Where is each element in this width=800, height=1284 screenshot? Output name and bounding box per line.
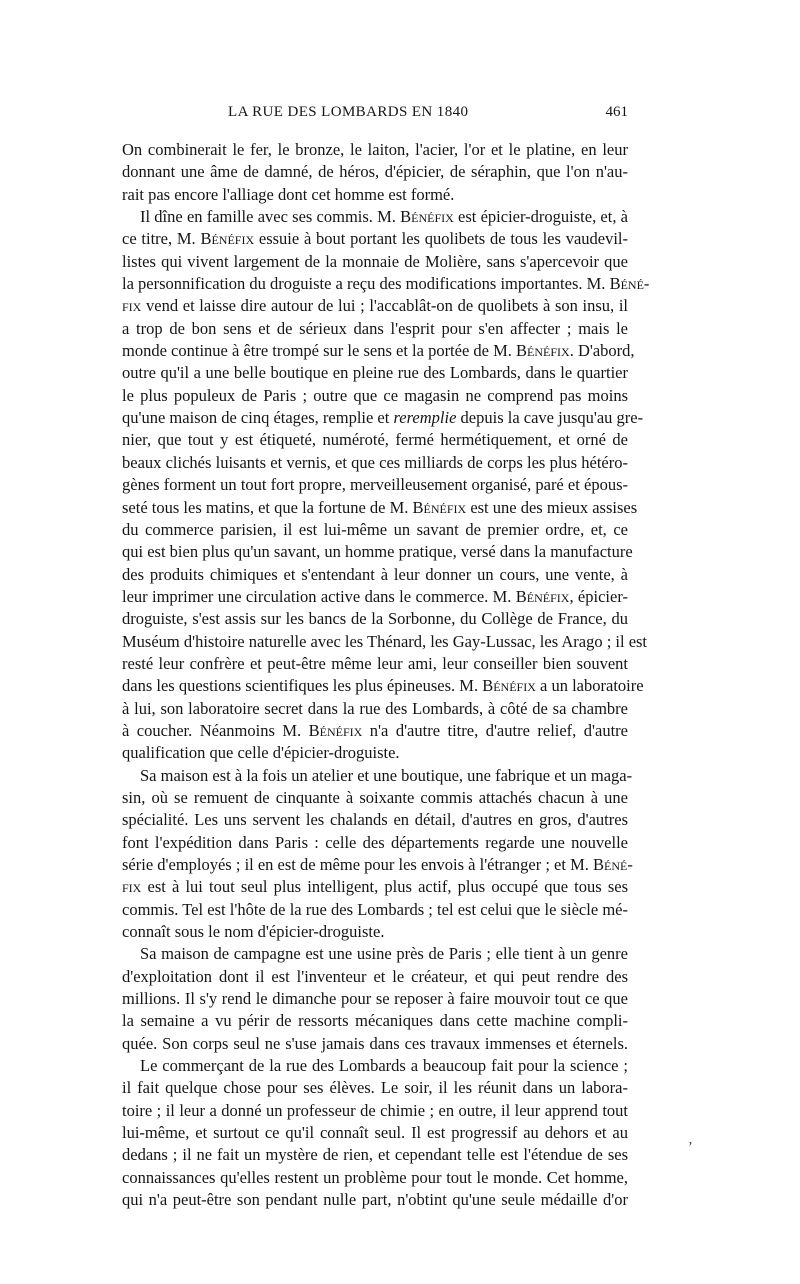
text-line [122, 1189, 628, 1211]
text-segment: rait pas encore l'alliage dont cet homme est formé. [122, 184, 455, 204]
text-segment: la semaine a vu périr de ressorts mécaniques dans cette machine compli- [122, 1011, 628, 1031]
small-caps-name: Bénéfix [400, 207, 454, 227]
text-line [122, 653, 628, 675]
text-segment: vend et laisse dire autour de lui ; l'accablât-on de quolibets à son insu, il [141, 296, 628, 316]
text-segment: connaissances qu'elles restent un problème pour tout le monde. Cet homme, [122, 1167, 628, 1187]
small-caps-name: Bénéfix [515, 586, 570, 606]
page-number: 461 [605, 104, 628, 120]
text-line [122, 497, 638, 519]
text-segment: Sa maison de campagne est une usine près de Paris ; elle tient à un genre [140, 944, 628, 964]
text-line [122, 474, 628, 496]
text-segment: font l'expédition dans Paris : celle des départements regarde une nouvelle [122, 832, 628, 852]
text-line [122, 921, 628, 943]
text-segment: seté tous les matins, et que la fortune de M. [122, 497, 413, 517]
text-segment: millions. Il s'y rend le dimanche pour se reposer à faire mouvoir tout ce que [122, 989, 628, 1009]
text-segment: qu'une maison de cinq étages, remplie et [122, 408, 394, 428]
text-line [122, 675, 644, 697]
text-line [122, 854, 633, 876]
text-segment: est à lui tout seul plus intelligent, plus actif, plus occupé que tous ses [141, 877, 628, 897]
text-line [122, 295, 628, 317]
text-segment: à coucher. Néanmoins M. [122, 720, 309, 740]
text-line [122, 742, 628, 764]
text-segment: donnant une âme de damné, de héros, d'épicier, de séraphin, que l'on n'au- [122, 162, 628, 182]
running-title: LA RUE DES LOMBARDS EN 1840 [228, 104, 469, 120]
page-header [122, 104, 628, 128]
text-line [122, 519, 628, 541]
text-line [122, 876, 628, 898]
text-segment: du commerce parisien, il est lui-même un savant de premier ordre, et, ce [122, 519, 628, 539]
text-line [122, 228, 628, 250]
text-line [122, 608, 628, 630]
text-segment: à lui, son laboratoire secret dans la rue des Lombards, à côté de sa chambre [122, 698, 628, 718]
text-line [122, 586, 628, 608]
text-segment: sin, où se remuent de cinquante à soixante commis attachés chacun à une [122, 787, 628, 807]
text-segment: Muséum d'histoire naturelle avec les Thénard, les Gay-Lussac, les Arago ; il est [122, 631, 648, 651]
text-segment: droguiste, s'est assis sur les bancs de la Sorbonne, du Collège de France, du [122, 609, 628, 629]
text-segment: d'exploitation dont il est l'inventeur et le créateur, et qui peut rendre des [122, 966, 628, 986]
text-segment: Il dîne en famille avec ses commis. M. [140, 207, 401, 227]
small-caps-name: fix [122, 877, 142, 897]
text-segment: qui est bien plus qu'un savant, un homme pratique, versé dans la manufacture [122, 542, 633, 562]
stray-print-mark: ʼ [688, 1140, 693, 1155]
text-line [122, 720, 628, 742]
text-segment: monde continue à être trompé sur le sens et la portée de M. [122, 341, 517, 361]
text-segment: a trop de bon sens et de sérieux dans l'esprit pour s'en affecter ; mais le [122, 318, 628, 338]
italic-word: reremplie [393, 408, 457, 428]
text-line [122, 1167, 628, 1189]
text-segment: resté leur confrère et peut-être même leur ami, leur conseiller bien souvent [122, 653, 628, 673]
small-caps-name: Béné- [593, 855, 633, 874]
text-line [122, 385, 628, 407]
text-line [122, 1100, 628, 1122]
text-segment: le plus populeux de Paris ; outre que ce magasin ne comprend pas moins [122, 385, 628, 405]
text-segment: ce titre, M. [122, 229, 201, 249]
text-segment: lui-même, et surtout ce qu'il connaît seul. Il est progressif au dehors et au [122, 1123, 628, 1143]
small-caps-name: Bénéfix [482, 676, 536, 696]
text-line [122, 184, 628, 206]
text-line [122, 1033, 628, 1055]
text-line [122, 988, 628, 1010]
small-caps-name: Bénéfix [200, 229, 255, 249]
text-segment: Sa maison est à la fois un atelier et une boutique, une fabrique et un maga- [140, 765, 633, 785]
text-segment: des produits chimiques et s'entendant à leur donner un cours, une vente, à [122, 564, 628, 584]
text-segment: essuie à bout portant les quolibets de tous les vaudevil- [254, 229, 629, 249]
text-segment: gènes forment un tout fort propre, merveilleusement organisé, paré et épous- [122, 475, 628, 495]
text-line [122, 1010, 628, 1032]
small-caps-name: Bénéfix [516, 341, 570, 361]
text-line [122, 1144, 628, 1166]
text-line [122, 340, 635, 362]
text-segment: connaît sous le nom d'épicier-droguiste. [122, 922, 385, 942]
text-line [122, 452, 628, 474]
text-line [122, 362, 628, 384]
small-caps-name: Bénéfix [308, 720, 363, 740]
text-line [122, 1122, 628, 1144]
text-segment: depuis la cave jusqu'au gre- [456, 408, 644, 428]
text-line [122, 631, 648, 653]
text-segment: est épicier-droguiste, et, à [453, 207, 628, 227]
text-segment: nier, que tout y est étiqueté, numéroté, fermé hermétiquement, et orné de [122, 430, 628, 450]
text-segment: dedans ; il ne fait un mystère de rien, et cependant telle est l'étendue de ses [122, 1145, 628, 1165]
text-segment: toire ; il leur a donné un professeur de chimie ; en outre, il leur apprend tout [122, 1100, 628, 1120]
text-line [122, 787, 628, 809]
text-line [122, 899, 628, 921]
text-line [122, 832, 628, 854]
small-caps-name: Béné- [609, 274, 650, 294]
text-line [122, 407, 644, 429]
text-segment: qui n'a peut-être son pendant nulle part, n'obtint qu'une seule médaille d'or [122, 1190, 628, 1210]
text-segment: . D'abord, [569, 341, 635, 361]
text-segment: il fait quelque chose pour ses élèves. Le soir, il les réunit dans un labora- [122, 1078, 628, 1098]
text-segment: commis. Tel est l'hôte de la rue des Lombards ; tel est celui que le siècle mé- [122, 899, 628, 919]
text-line [122, 541, 633, 563]
text-line [122, 251, 628, 273]
text-line [122, 564, 628, 586]
text-segment: leur imprimer une circulation active dans le commerce. M. [122, 586, 516, 606]
text-line [122, 1055, 628, 1077]
text-segment: On combinerait le fer, le bronze, le laiton, l'acier, l'or et le platine, en leur [122, 140, 628, 159]
small-caps-name: Bénéfix [412, 497, 467, 517]
text-segment: série d'employés ; il en est de même pour les envois à l'étranger ; et M. [122, 855, 594, 874]
text-line [122, 273, 650, 295]
text-segment: dans les questions scientifiques les plus épineuses. M. [122, 676, 483, 696]
text-line [122, 161, 628, 183]
text-segment: a un laboratoire [535, 676, 644, 696]
text-line [122, 206, 628, 228]
text-segment: outre qu'il a une belle boutique en pleine rue des Lombards, dans le quartier [122, 363, 628, 383]
text-line [122, 809, 628, 831]
text-line [122, 966, 628, 988]
text-line [122, 698, 628, 720]
text-segment: n'a d'autre titre, d'autre relief, d'autre [362, 720, 628, 740]
text-line [122, 1077, 628, 1099]
text-segment: qualification que celle d'épicier-droguiste. [122, 743, 400, 763]
text-segment: listes qui vivent largement de la monnaie de Molière, sans s'apercevoir que [122, 251, 628, 271]
text-segment: beaux clichés luisants et vernis, et que ces milliards de corps les plus hétéro- [122, 452, 628, 472]
text-line [122, 139, 628, 161]
text-segment: la personnification du droguiste a reçu des modifications importantes. M. [122, 274, 610, 294]
small-caps-name: fix [122, 296, 142, 316]
text-segment: spécialité. Les uns servent les chalands en détail, d'autres en gros, d'autres [122, 810, 628, 830]
text-line [122, 318, 628, 340]
text-line [122, 943, 628, 965]
text-line [122, 429, 628, 451]
text-segment: quée. Son corps seul ne s'use jamais dans ces travaux immenses et éternels. [122, 1033, 628, 1053]
text-segment: Le commerçant de la rue des Lombards a beaucoup fait pour la science ; [140, 1056, 628, 1076]
body-text [122, 139, 650, 1212]
text-segment: , épicier- [569, 586, 628, 606]
text-line [122, 765, 633, 787]
text-segment: est une des mieux assises [466, 497, 638, 517]
